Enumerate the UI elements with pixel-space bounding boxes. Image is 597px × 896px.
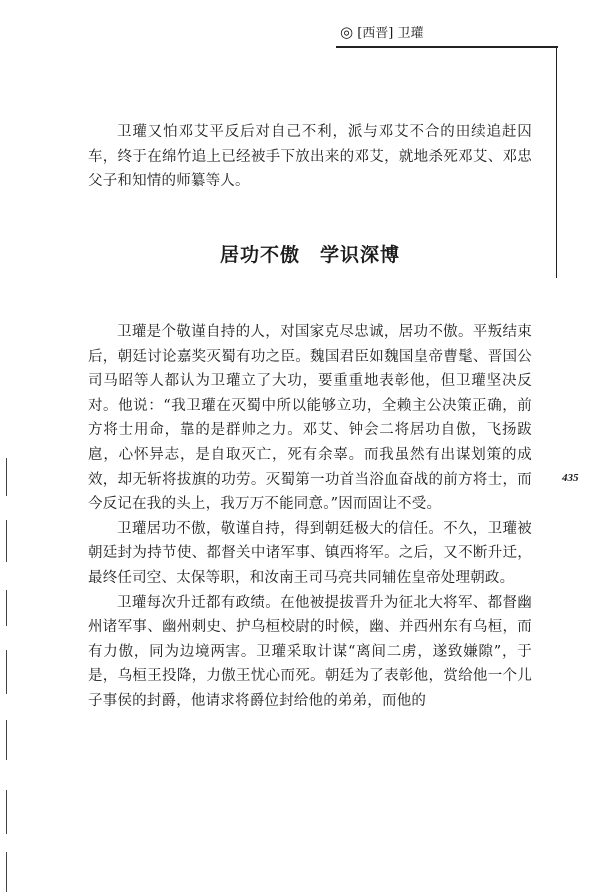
running-header bbox=[340, 22, 424, 41]
running-header-title: [西晋] 卫瓘 bbox=[357, 26, 424, 41]
main-text bbox=[88, 320, 532, 714]
margin-rule bbox=[6, 650, 7, 694]
margin-rule bbox=[6, 852, 7, 892]
margin-rule bbox=[6, 458, 7, 496]
intro-text bbox=[88, 120, 532, 194]
margin-rule bbox=[6, 520, 7, 562]
paragraph: 卫瓘是个敬谨自持的人，对国家克尽忠诚，居功不傲。平叛结束后，朝廷讨论嘉奖灭蜀有功之臣。魏国君臣如魏国皇帝曹髦、晋国公司马昭等人都认为卫瓘立了大功，要重重地表彰他，但卫瓘坚决反对。他说：“我卫瓘在灭蜀中所以能够立功，全赖主公决策正确，前方将士用命，靠的是群帅之力。邓艾、钟会二将居功自傲，飞扬跋扈，心怀异志，是自取灭亡，死有余辜。而我虽然有出谋划策的成效，却无斩将拔旗的功劳。灭蜀第一功首当浴血奋战的前方将士，而今反记在我的头上，我万万不能同意。”因而固让不受。 bbox=[88, 324, 532, 513]
page-number: 435 bbox=[562, 472, 579, 484]
header-rule bbox=[336, 46, 558, 48]
paragraph: 卫瓘又怕邓艾平反后对自己不利，派与邓艾不合的田续追赶囚车，终于在绵竹追上已经被手下放出来的邓艾，就地杀死邓艾、邓忠父子和知情的师纂等人。 bbox=[88, 124, 532, 190]
side-rule bbox=[556, 46, 557, 278]
circle-mark-icon: ◎ bbox=[340, 23, 354, 41]
margin-rule bbox=[6, 790, 7, 834]
section-title: 居功不傲 学识深博 bbox=[219, 244, 400, 266]
paragraph: 卫瓘居功不傲，敬谨自持，得到朝廷极大的信任。不久，卫瓘被朝廷封为持节使、都督关中诸军事、镇西将军。之后，又不断升迁，最终任司空、太保等职，和汝南王司马亮共同辅佐皇帝处理朝政。 bbox=[88, 520, 532, 586]
margin-rule bbox=[6, 720, 7, 760]
margin-rule bbox=[6, 590, 7, 626]
paragraph: 卫瓘每次升迁都有政绩。在他被提拔晋升为征北大将军、都督幽州诸军事、幽州刺史、护乌桓校尉的时候，幽、并西州东有乌桓，而有力傲，同为边境两害。卫瓘采取计谋“离间二虏，遂致嫌隙”，于是，乌桓王投降，力傲王忧心而死。朝廷为了表彰他，赏给他一个儿子事侯的封爵，他请求将爵位封给他的弟弟，而他的 bbox=[88, 594, 532, 709]
